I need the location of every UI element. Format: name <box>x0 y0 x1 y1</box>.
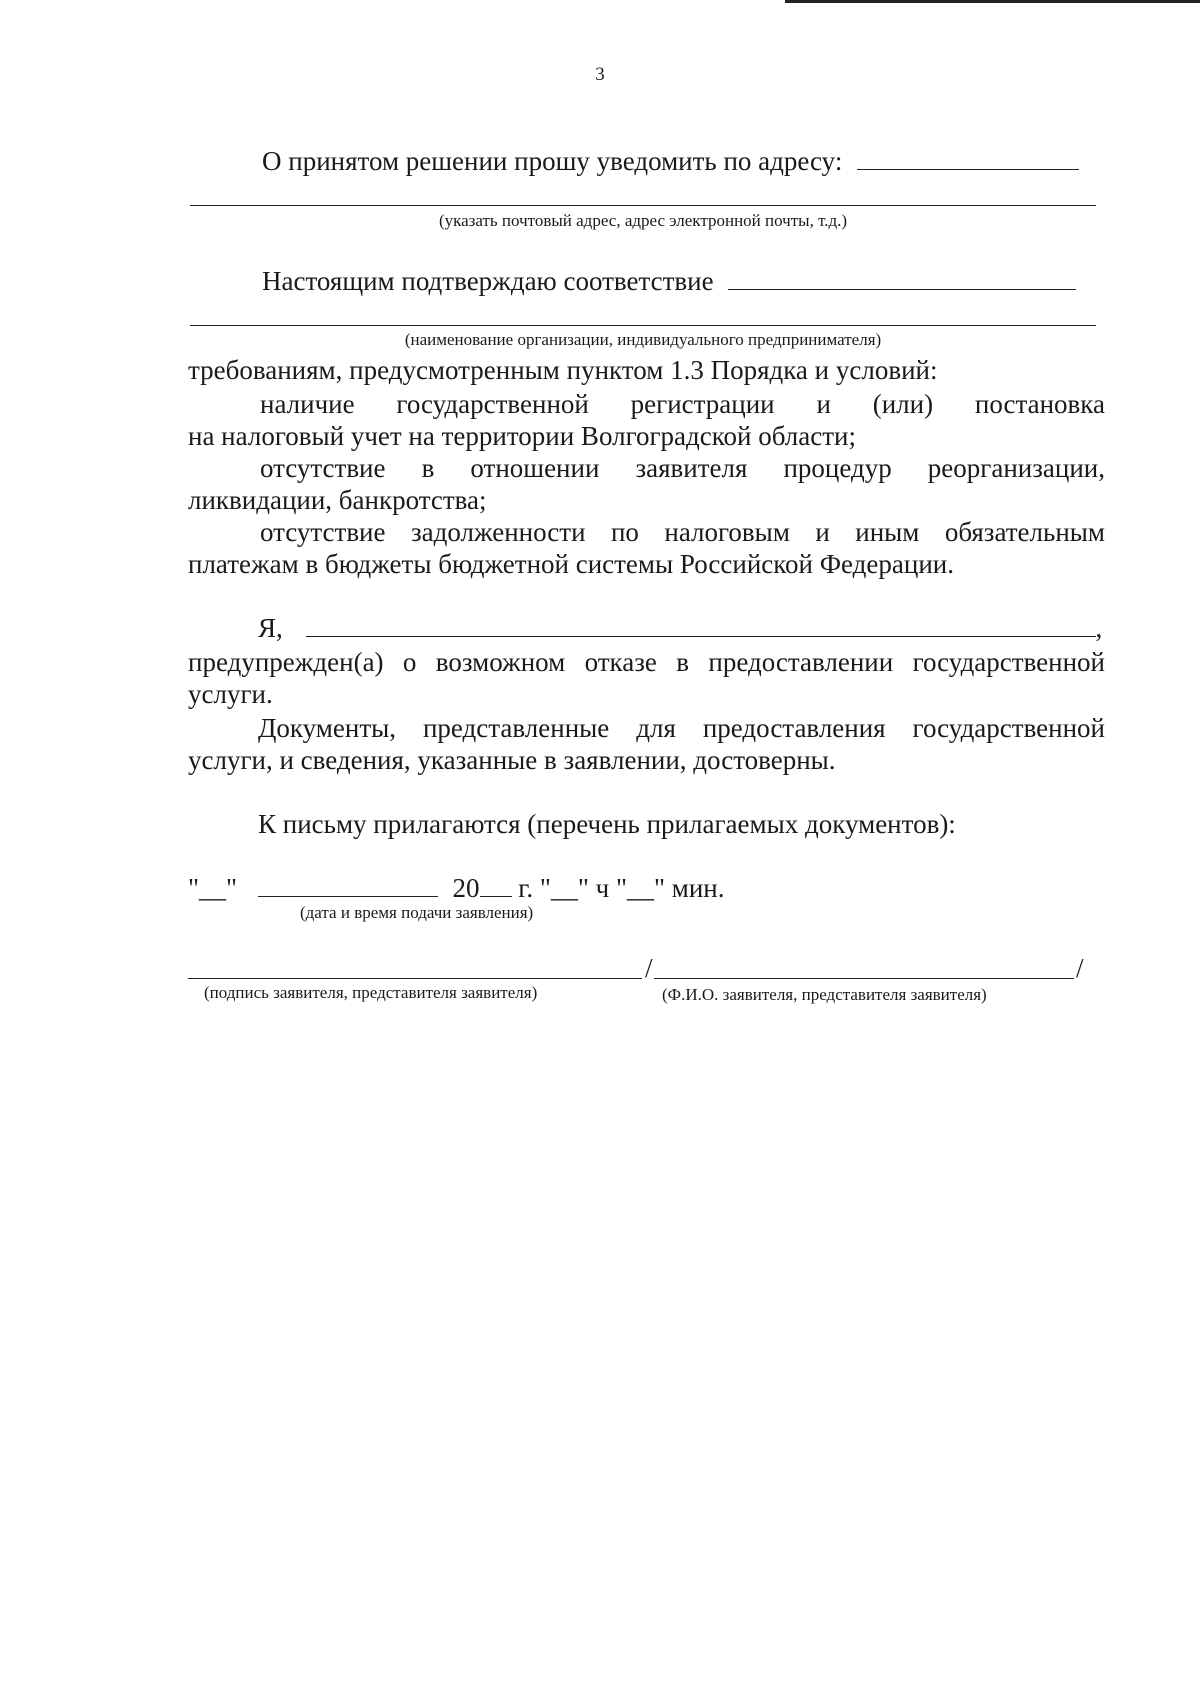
organization-caption: (наименование организации, индивидуального предпринимателя) <box>404 330 882 349</box>
datetime-year-suffix: г. <box>518 873 534 903</box>
warning-prefix: Я, <box>258 613 283 643</box>
requirement-2-line1: отсутствие в отношении заявителя процедур реорганизации, <box>260 453 1105 483</box>
datetime-caption: (дата и время подачи заявления) <box>300 903 534 922</box>
organization-field[interactable] <box>728 267 1076 290</box>
scan-edge-mark <box>785 0 1200 3</box>
full-name-field[interactable] <box>654 978 1074 979</box>
datetime-hour[interactable]: "__" ч <box>539 873 610 903</box>
confirm-continuation: требованиям, предусмотренным пунктом 1.3 Порядка и условий: <box>188 355 938 385</box>
page-number: 3 <box>595 64 605 85</box>
datetime-minutes[interactable]: "__" мин. <box>615 873 725 903</box>
notify-address-field-line2[interactable] <box>190 205 1096 206</box>
datetime-month-field[interactable] <box>258 874 438 897</box>
warning-line1: предупрежден(а) о возможном отказе в предоставлении государственной <box>188 647 1105 677</box>
confirm-line <box>262 265 1076 297</box>
requirement-1-line1: наличие государственной регистрации и (или) постановка <box>260 389 1105 419</box>
signature-caption: (подпись заявителя, представителя заявителя) <box>204 983 538 1002</box>
signature-field[interactable] <box>188 978 642 979</box>
requirement-3-line1: отсутствие задолженности по налоговым и иным обязательным <box>260 517 1105 547</box>
name-caption: (Ф.И.О. заявителя, представителя заявителя) <box>662 985 987 1004</box>
attachments-line: К письму прилагаются (перечень прилагаемых документов): <box>258 809 956 839</box>
confirm-text: Настоящим подтверждаю соответствие <box>262 266 714 296</box>
datetime-year-field[interactable] <box>480 874 512 897</box>
applicant-name-field[interactable] <box>306 614 1096 637</box>
organization-field-line2[interactable] <box>190 325 1096 326</box>
warning-suffix: , <box>1095 613 1103 643</box>
datetime-year-prefix: 20 <box>452 873 480 903</box>
requirement-1-line2: на налоговый учет на территории Волгоградской области; <box>188 421 856 451</box>
datetime-day[interactable]: "__" <box>188 873 238 903</box>
documents-line2: услуги, и сведения, указанные в заявлении, достоверны. <box>188 745 836 775</box>
signature-end: / <box>1076 953 1084 983</box>
documents-line1: Документы, представленные для предоставления государственной <box>258 713 1105 743</box>
signature-separator: / <box>645 953 653 983</box>
notify-line <box>262 145 1079 177</box>
notify-caption: (указать почтовый адрес, адрес электронной почты, т.д.) <box>438 211 848 230</box>
warning-line2: услуги. <box>188 679 273 709</box>
requirement-2-line2: ликвидации, банкротства; <box>188 485 487 515</box>
notify-text: О принятом решении прошу уведомить по адресу: <box>262 146 843 176</box>
datetime-line <box>188 872 724 904</box>
requirement-3-line2: платежам в бюджеты бюджетной системы Российской Федерации. <box>188 549 954 579</box>
notify-address-field[interactable] <box>857 147 1079 170</box>
warning-name-line <box>258 612 1102 644</box>
